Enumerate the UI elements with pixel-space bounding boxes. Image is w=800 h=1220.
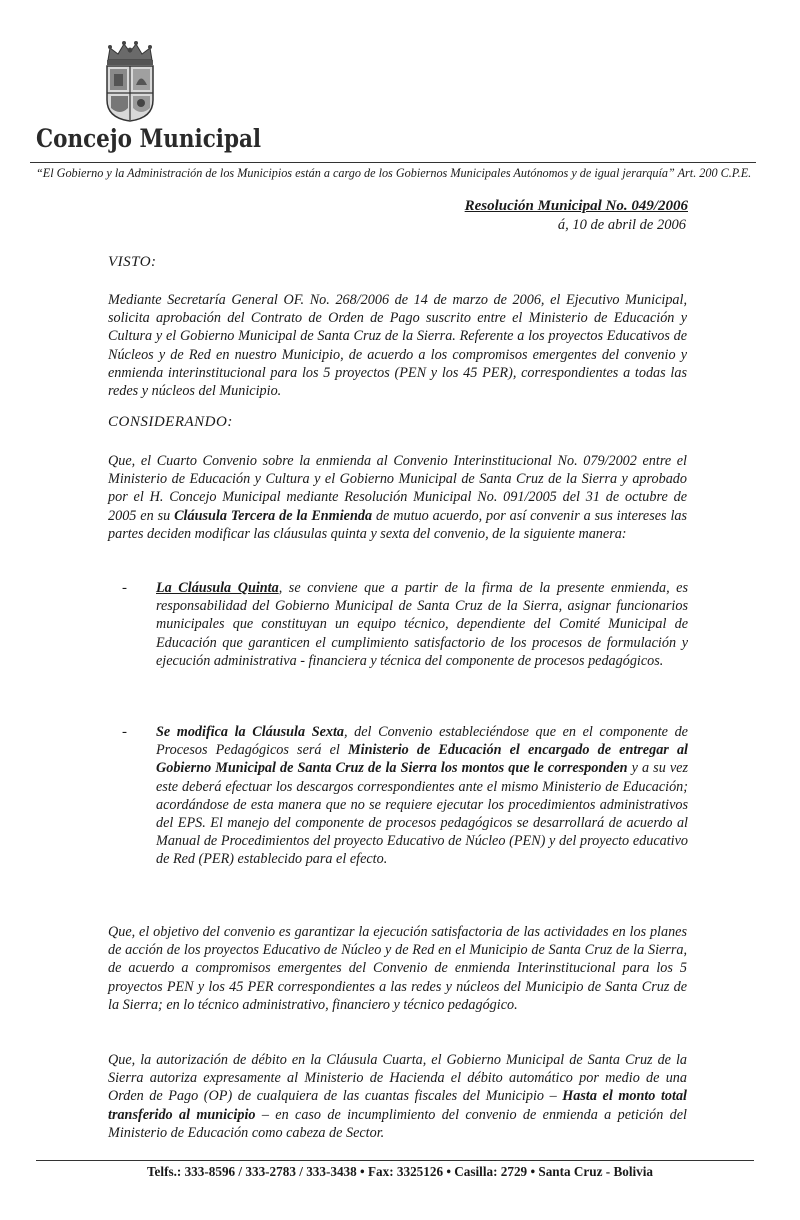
considerando-paragraph-2: Que, el objetivo del convenio es garantizar la ejecución satisfactoria de las actividades en los planes de acción de los proyectos Educativo de Núcleo y de Red en el Municipio de Santa Cruz de la Sierra, de acuerdo a compromisos emergentes del Convenio de enmienda Interinstitucional para los 5 proyectos PEN y los 45 PER correspondientes a las redes y núcleos del Municipio de Santa Cruz de la Sierra; en lo técnico administrativo, financiero y técnico pedagógico.	[108, 924, 687, 1013]
considerando-paragraph-1	[108, 452, 687, 543]
considerando-paragraph-3	[108, 1051, 687, 1142]
p3-text-end: – en caso de incumplimiento del convenio de enmienda a petición del Ministerio de Educación como cabeza de Sector.	[108, 1106, 687, 1141]
p3-bold-phrase: Hasta el monto total transferido al municipio	[108, 1088, 687, 1123]
motto: “El Gobierno y la Administración de los Municipios están a cargo de los Gobiernos Municipales Autónomos y de igual jerarquía” Art. 200 C.P.E.	[36, 166, 752, 180]
bullet1-bold: La Cláusula Quinta	[156, 580, 279, 596]
org-name: Concejo Municipal	[36, 124, 262, 153]
bullet2-text-2: y a su vez este deberá efectuar los descargos correspondientes ante el mismo Ministerio de Educación; acordándose de esta manera que no se requiere ejecutar los procedimientos administrativos del EPS. El manejo del componente de procesos pedagógicos se desarrollará de acuerdo al Manual de Procedimientos del proyecto Educativo de Núcleo (PEN) y del proyecto educativo de Red (PER) establecido para el efecto.	[156, 760, 689, 868]
bullet-marker-1: -	[122, 580, 127, 596]
p1-bold-clause: Cláusula Tercera de la Enmienda	[174, 507, 373, 524]
considerando-heading: CONSIDERANDO:	[108, 414, 233, 430]
visto-paragraph: Mediante Secretaría General OF. No. 268/2006 de 14 de marzo de 2006, el Ejecutivo Municipal, solicita aprobación del Contrato de Orden de Pago suscrito entre el Ministerio de Educación y Cultura y el Gobierno Municipal de Santa Cruz de la Sierra. Referente a los proyectos Educativos de Núcleos y de Red en nuestro Municipio, de acuerdo a los compromisos emergentes del convenio y enmienda interinstitucional para los 5 proyectos (PEN y los 45 PER), correspondientes a todas las redes y núcleos del Municipio.	[108, 292, 687, 400]
bullet2-bold-2: Ministerio de Educación el encargado de entregar al Gobierno Municipal de Santa Cruz de la Sierra los montos que le corresponden	[156, 742, 688, 777]
p3-text-start: Que, la autorización de débito en la Cláusula Cuarta, el Gobierno Municipal de Santa Cruz de la Sierra autoriza expresamente al Ministerio de Hacienda el débito automático por medio de una Orden de Pago (OP) de cualquiera de las cuantas fiscales del Municipio –	[108, 1052, 687, 1105]
footer-contact: Telfs.: 333-8596 / 333-2783 / 333-3438 • Fax: 3325126 • Casilla: 2729 • Santa Cruz - Bolivia	[146, 1164, 654, 1179]
bullet2-bold-1: Se modifica la Cláusula Sexta	[156, 724, 345, 740]
p1-text-start: Que, el Cuarto Convenio sobre la enmienda al Convenio Interinstitucional No. 079/2002 entre el Ministerio de Educación y Cultura y el Gobierno Municipal de Santa Cruz de la Sierra y aprobado por el H. Concejo Municipal mediante Resolución Municipal No. 091/2005 del 31 de octubre de 2005 en su	[108, 453, 687, 524]
p1-text-end: de mutuo acuerdo, por así convenir a sus intereses las partes deciden modificar las cláusulas quinta y sexta del convenio, de la siguiente manera:	[108, 507, 687, 542]
visto-heading: VISTO:	[108, 254, 157, 270]
bullet1-text: , se conviene que a partir de la firma de la presente enmienda, es responsabilidad del Gobierno Municipal de Santa Cruz de la Sierra, asignar funcionarios municipales que constituyan un equipo técnico, dependiente del Comité Municipal de Educación que garanticen el cumplimiento satisfactorio de los procesos de formulación y ejecución administrativa - financiera y técnica del componente de procesos pedagógicos.	[156, 580, 688, 669]
coat-of-arms-icon	[100, 38, 160, 122]
bullet-clausula-quinta	[156, 579, 688, 670]
bullet-clausula-sexta	[156, 723, 688, 869]
footer-divider	[36, 1160, 754, 1161]
header-divider	[30, 162, 756, 163]
bullet-marker-2: -	[122, 724, 127, 740]
resolution-title: Resolución Municipal No. 049/2006	[464, 198, 688, 214]
bullet2-text-1: , del Convenio estableciéndose que en el componente de Procesos Pedagógicos será el	[156, 724, 688, 759]
resolution-date: á, 10 de abril de 2006	[557, 217, 686, 233]
